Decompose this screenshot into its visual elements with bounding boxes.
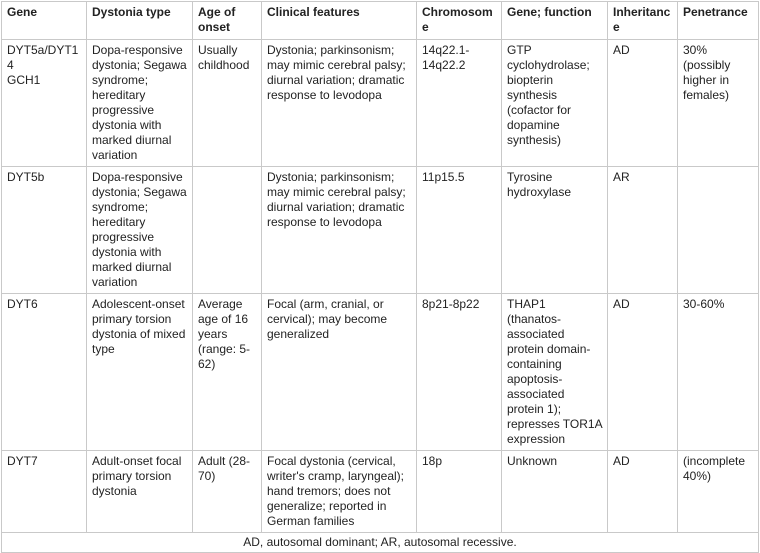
cell-clinical-features: Focal dystonia (cervical, writer's cramp, laryngeal); hand tremors; does not generalize; reported in German families <box>262 451 417 533</box>
header-age-of-onset: Age of onset <box>193 2 262 40</box>
cell-inheritance: AD <box>608 40 678 167</box>
header-gene: Gene <box>2 2 87 40</box>
header-clinical-features: Clinical features <box>262 2 417 40</box>
header-dystonia-type: Dystonia type <box>87 2 193 40</box>
cell-age-of-onset: Average age of 16 years (range: 5-62) <box>193 294 262 451</box>
cell-gene-function: THAP1 (thanatos-associated protein domain-containing apoptosis-associated protein 1); represses TOR1A expression <box>502 294 608 451</box>
cell-age-of-onset <box>193 167 262 294</box>
cell-dystonia-type: Adolescent-onset primary torsion dystonia of mixed type <box>87 294 193 451</box>
footnote-row <box>2 533 759 553</box>
dystonia-genetics-table <box>1 1 759 553</box>
cell-inheritance: AD <box>608 451 678 533</box>
header-row <box>2 2 759 40</box>
cell-dystonia-type: Dopa-responsive dystonia; Segawa syndrome; hereditary progressive dystonia with marked diurnal variation <box>87 167 193 294</box>
cell-chromosome: 11p15.5 <box>417 167 502 294</box>
header-gene-function: Gene; function <box>502 2 608 40</box>
cell-dystonia-type: Adult-onset focal primary torsion dystonia <box>87 451 193 533</box>
cell-penetrance: (incomplete 40%) <box>678 451 759 533</box>
table-row <box>2 40 759 167</box>
table-row <box>2 294 759 451</box>
cell-gene: DYT5b <box>2 167 87 294</box>
cell-gene: DYT7 <box>2 451 87 533</box>
cell-inheritance: AD <box>608 294 678 451</box>
header-chromosome: Chromosome <box>417 2 502 40</box>
cell-clinical-features: Dystonia; parkinsonism; may mimic cerebral palsy; diurnal variation; dramatic response to levodopa <box>262 40 417 167</box>
cell-clinical-features: Dystonia; parkinsonism; may mimic cerebral palsy; diurnal variation; dramatic response to levodopa <box>262 167 417 294</box>
header-inheritance: Inheritance <box>608 2 678 40</box>
cell-gene-function: Unknown <box>502 451 608 533</box>
cell-gene-function: Tyrosine hydroxylase <box>502 167 608 294</box>
cell-chromosome: 14q22.1-14q22.2 <box>417 40 502 167</box>
table-row <box>2 451 759 533</box>
table-row <box>2 167 759 294</box>
cell-gene: DYT6 <box>2 294 87 451</box>
cell-chromosome: 18p <box>417 451 502 533</box>
header-penetrance: Penetrance <box>678 2 759 40</box>
cell-age-of-onset: Adult (28-70) <box>193 451 262 533</box>
cell-inheritance: AR <box>608 167 678 294</box>
cell-clinical-features: Focal (arm, cranial, or cervical); may become generalized <box>262 294 417 451</box>
cell-penetrance: 30-60% <box>678 294 759 451</box>
cell-gene: DYT5a/DYT14 GCH1 <box>2 40 87 167</box>
cell-age-of-onset: Usually childhood <box>193 40 262 167</box>
footnote: AD, autosomal dominant; AR, autosomal recessive. <box>2 533 759 553</box>
cell-penetrance: 30% (possibly higher in females) <box>678 40 759 167</box>
cell-dystonia-type: Dopa-responsive dystonia; Segawa syndrome; hereditary progressive dystonia with marked diurnal variation <box>87 40 193 167</box>
cell-gene-function: GTP cyclohydrolase; biopterin synthesis (cofactor for dopamine synthesis) <box>502 40 608 167</box>
cell-penetrance <box>678 167 759 294</box>
cell-chromosome: 8p21-8p22 <box>417 294 502 451</box>
